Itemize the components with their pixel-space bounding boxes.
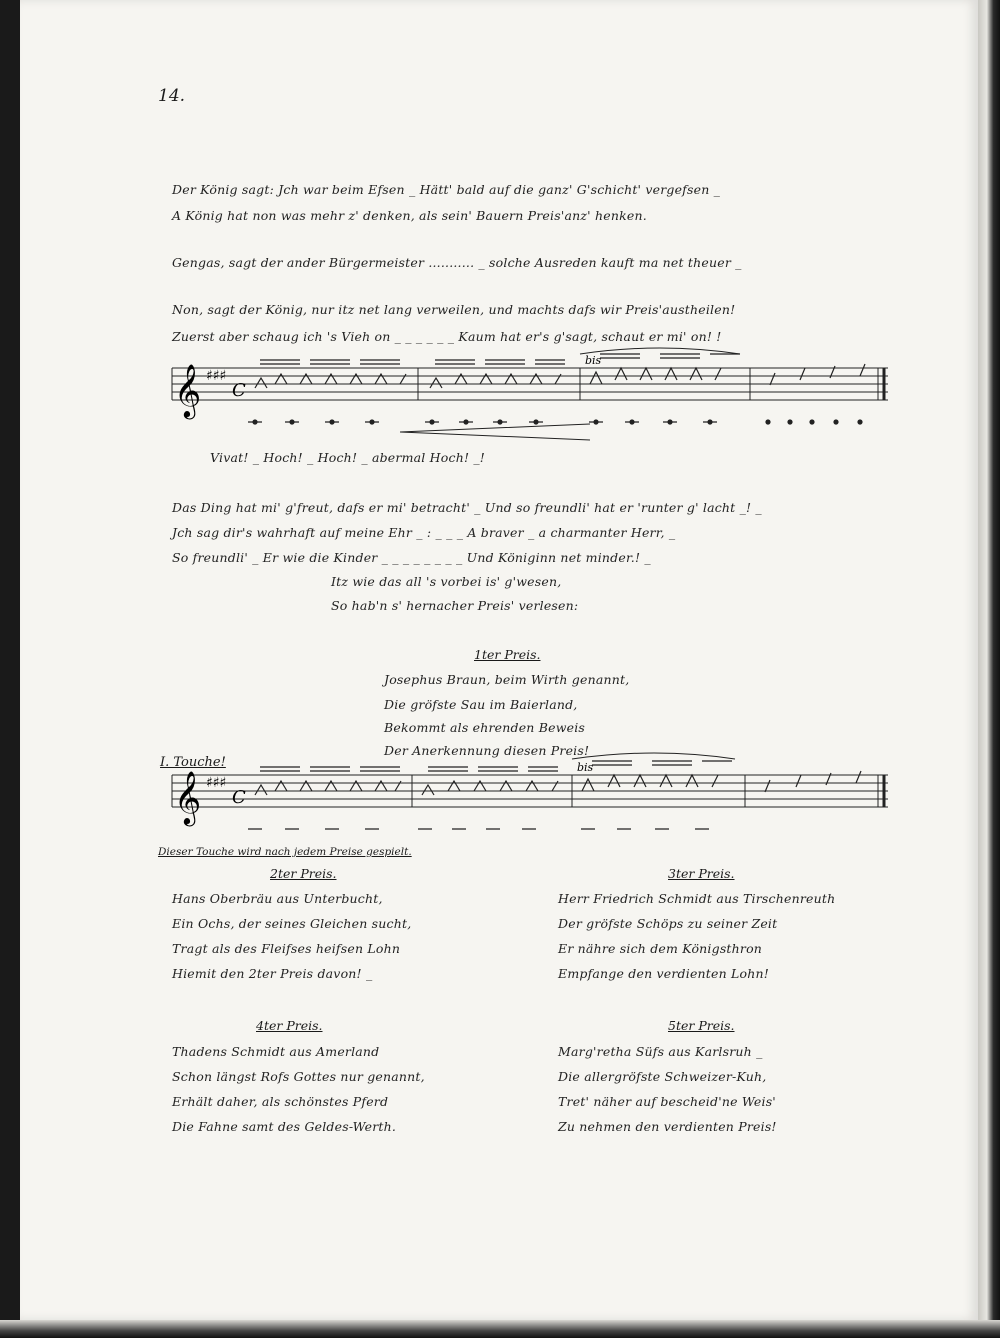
touche-label: I. Touche! <box>160 755 226 770</box>
treble-clef-icon: 𝄞 <box>174 770 202 824</box>
shout-line: Vivat! _ Hoch! _ Hoch! _ abermal Hoch! _! <box>210 450 486 465</box>
prize1-line: Die gröfste Sau im Baierland, <box>384 697 578 712</box>
verse2-line: Jch sag dir's wahrhaft auf meine Ehr _ : _ _ _ A braver _ a charmanter Herr, _ <box>172 525 676 540</box>
prize4-line: Erhält daher, als schönstes Pferd <box>172 1094 389 1109</box>
verse2-line: So freundli' _ Er wie die Kinder _ _ _ _ _ _ _ _ Und Königinn net minder.! _ <box>172 550 651 565</box>
notes <box>248 354 865 424</box>
verse1-line: A König hat non was mehr z' denken, als sein' Bauern Preis'anz' henken. <box>172 208 647 223</box>
verse1-line: Der König sagt: Jch war beim Efsen _ Hätt' bald auf die ganz' G'schicht' vergefsen _ <box>172 182 721 197</box>
prize3-line: Empfange den verdienten Lohn! <box>558 966 769 981</box>
common-time-icon: C <box>232 787 246 808</box>
prize1-line: Bekommt als ehrenden Beweis <box>384 720 586 735</box>
repeat-bracket <box>572 753 735 759</box>
key-signature-icon: ♯♯♯ <box>206 368 227 384</box>
prize1-line: Der Anerkennung diesen Preis! <box>384 743 590 758</box>
music-staff-2 <box>160 745 900 845</box>
prize4-line: Die Fahne samt des Geldes-Werth. <box>172 1119 397 1134</box>
verse1-line: Non, sagt der König, nur itz net lang verweilen, und machts dafs wir Preis'austheilen! <box>172 302 736 317</box>
prize2-heading: 2ter Preis. <box>270 866 337 881</box>
prize1-heading: 1ter Preis. <box>474 647 541 662</box>
touche-note: Dieser Touche wird nach jedem Preise gespielt. <box>158 846 412 858</box>
prize4-heading: 4ter Preis. <box>256 1018 323 1033</box>
treble-clef-icon: 𝄞 <box>174 363 202 417</box>
page-bottom-edge <box>0 1320 1000 1338</box>
common-time-icon: C <box>232 380 246 401</box>
notes <box>248 761 861 829</box>
prize3-line: Er nähre sich dem Königsthron <box>558 941 763 956</box>
music-staff-1 <box>160 340 900 450</box>
prize5-heading: 5ter Preis. <box>668 1018 735 1033</box>
prize5-line: Tret' näher auf bescheid'ne Weis' <box>558 1094 776 1109</box>
prize5-line: Zu nehmen den verdienten Preis! <box>558 1119 777 1134</box>
prize3-line: Der gröfste Schöps zu seiner Zeit <box>558 916 778 931</box>
verse3-line: So hab'n s' hernacher Preis' verlesen: <box>331 598 579 613</box>
prize3-heading: 3ter Preis. <box>668 866 735 881</box>
key-signature-icon: ♯♯♯ <box>206 775 227 791</box>
prize2-line: Hiemit den 2ter Preis davon! _ <box>172 966 373 981</box>
verse1-line: Gengas, sagt der ander Bürgermeister ........... _ solche Ausreden kauft ma net theuer _ <box>172 255 742 270</box>
page-number: 14. <box>158 86 186 106</box>
verse1-line: Zuerst aber schaug ich 's Vieh on _ _ _ _ _ _ Kaum hat er's g'sagt, schaut er mi' on! ! <box>172 329 722 344</box>
prize4-line: Thadens Schmidt aus Amerland <box>172 1044 380 1059</box>
staff-lines <box>172 775 888 807</box>
page-edge <box>978 0 1000 1338</box>
prize5-line: Marg'retha Süfs aus Karlsruh _ <box>558 1044 763 1059</box>
prize1-line: Josephus Braun, beim Wirth genannt, <box>384 672 630 687</box>
verse2-line: Das Ding hat mi' g'freut, dafs er mi' betracht' _ Und so freundli' hat er 'runter g' lacht _! _ <box>172 500 762 515</box>
prize5-line: Die allergröfste Schweizer-Kuh, <box>558 1069 767 1084</box>
prize2-line: Ein Ochs, der seines Gleichen sucht, <box>172 916 412 931</box>
prize2-line: Tragt als des Fleifses heifsen Lohn <box>172 941 401 956</box>
prize4-line: Schon längst Rofs Gottes nur genannt, <box>172 1069 425 1084</box>
repeat-bracket <box>580 348 740 354</box>
verse3-line: Itz wie das all 's vorbei is' g'wesen, <box>331 574 562 589</box>
bis-label: bis <box>577 761 594 774</box>
prize3-line: Herr Friedrich Schmidt aus Tirschenreuth <box>558 891 836 906</box>
prize2-line: Hans Oberbräu aus Unterbucht, <box>172 891 383 906</box>
bis-label: bis <box>585 354 602 367</box>
crescendo-hairpin <box>400 424 590 440</box>
